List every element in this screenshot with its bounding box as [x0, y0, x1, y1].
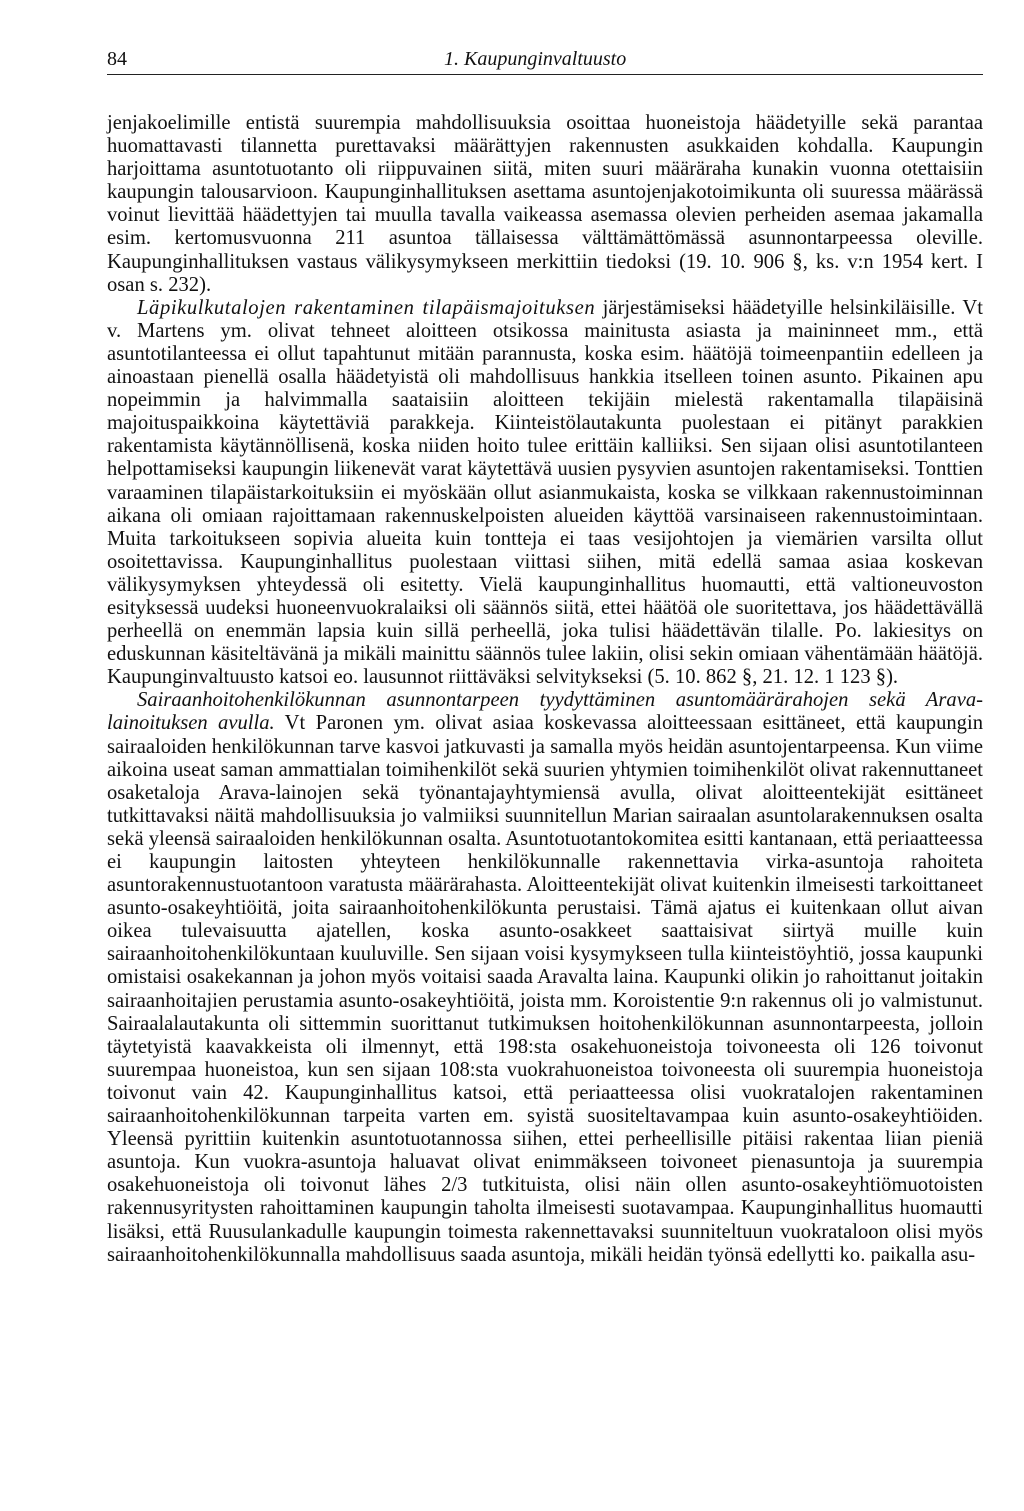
paragraph-1-text: jenjakoelimille entistä suurempia mahdollisuuksia osoittaa huoneistoja häädetyille sekä parantaa huomattavasti tilannetta purettavaksi määrättyjen rakennusten asukkaiden kohdalla. Kaupungin harjoittama asuntotuotanto oli riippuvainen siitä, miten suuri määräraha kunakin vuonna otettaisiin kaupungin talousarvioon. Kaupunginhallituksen asettama asuntojenjakotoimikunta oli suuressa määrässä voinut lievittää häädettyjen tai muulla tavalla vaikeassa asemassa olevien perheiden asemaa jakamalla esim. kertomusvuonna 211 asuntoa tällaisessa välttämättömässä asunnontarpeessa oleville. Kaupunginhallituksen vastaus välikysymykseen merkittiin tiedoksi (19. 10. 906 §, ks. v:n 1954 kert. I osan s. 232). [107, 112, 983, 296]
paragraph-3-text: Vt Paronen ym. olivat asiaa koskevassa aloitteessaan esittäneet, että kaupungin sairaaloiden henkilökunnan tarve kasvoi jatkuvasti ja samalla myös heidän asuntojentarpeensa. Kun viime aikoina useat saman ammattialan toimihenkilöt sekä suurien yhtymien toimihenkilöt olivat rakennuttaneet osaketaloja Arava-lainojen sekä työnantajayhtymiensä avulla, olivat aloitteentekijät esittäneet tutkittavaksi näitä mahdollisuuksia jo valmiiksi suunnitellun Marian sairaalan asuntolarakennuksen osalta sekä yleensä sairaaloiden henkilökunnan osalta. Asuntotuotantokomitea esitti kantanaan, että periaatteessa ei kaupungin laitosten yhteyteen henkilökunnalle rakennettavia virka-asuntoja rahoiteta asuntorakennustuotantoon varatusta määrärahasta. Aloitteentekijät olivat kuitenkin ilmeisesti tarkoittaneet asunto-osakeyhtiöitä, joita sairaanhoitohenkilökunta perustaisi. Tämä ajatus ei kuitenkaan ollut aivan oikea tulevaisuutta ajatellen, koska asunto-osakkeet saattaisivat siirtyä muille kuin sairaanhoitohenkilökuntaan kuuluville. Sen sijaan voisi kysymykseen tulla kiinteistöyhtiö, jossa kaupunki omistaisi osakekannan ja johon myös voitaisi saada Aravalta laina. Kaupunki olikin jo rahoittanut joitakin sairaanhoitajien perustamia asunto-osakeyhtiöitä, joista mm. Koroistentie 9:n rakennus oli jo valmistunut. Sairaalalautakunta oli sittemmin suorittanut tutkimuksen hoitohenkilökunnan asunnontarpeesta, jolloin täytetyistä kaavakkeista oli ilmennyt, että 198:sta osakehuoneistoja toivoneesta oli 126 toivonut suurempaa huoneistoa, kun sen sijaan 108:sta vuokrahuoneistoa toivoneesta oli suurempia huoneistoja toivonut vain 42. Kaupunginhallitus katsoi, että periaatteessa olisi vuokratalojen rakentaminen sairaanhoitohenkilökunnan tarpeita varten em. syistä suositeltavampaa kuin asunto-osakeyhtiöiden. Yleensä pyrittiin kuitenkin asuntotuotannossa siihen, ettei perheellisille pitäisi rakentaa liian pieniä asuntoja. Kun vuokra-asuntoja haluavat olivat enimmäkseen toivoneet pienasuntoja ja suurempia osakehuoneistoja oli toivonut lähes 2/3 tutkituista, olisi näin ollen asunto-osakeyhtiömuotoisten rakennusyritysten rahoittaminen kaupungin taholta ilmeisesti suotavampaa. Kaupunginhallitus huomautti lisäksi, että Ruusulankadulle kaupungin toimesta rakennettavaksi suunniteltuun vuokrataloon olisi myös sairaanhoitohenkilökunnalla mahdollisuus saada asuntoja, mikäli heidän työnsä edellytti ko. paikalla asu- [107, 712, 983, 1266]
running-head: 1. Kaupunginvaltuusto [444, 48, 627, 70]
paragraph-3 [107, 689, 983, 1266]
paragraph-1 [107, 112, 983, 297]
paragraph-2-text: järjestämiseksi häädetyille helsinkiläisille. Vt v. Martens ym. olivat tehneet aloitteen otsikossa mainitusta asiasta ja maininneet mm., että asuntotilanteessa ei ollut tapahtunut mitään parannusta, koska esim. häätöjä toimeenpantiin edelleen ja ainoastaan pienellä osalla häädetyistä oli mahdollisuus hankkia itselleen toinen asunto. Pikainen apu nopeimmin ja halvimmalla saataisiin aloitteen tekijäin mielestä rakentamalla tilapäisinä majoituspaikkoina käytettäviä parakkeja. Kiinteistölautakunta puolestaan ei pitänyt parakkien rakentamista käytännöllisenä, koska niiden hoito tulee erittäin kalliiksi. Sen sijaan olisi asuntotilanteen helpottamiseksi kaupungin liikenevät varat käytettävä uusien pysyvien asuntojen rakentamiseksi. Tonttien varaaminen tilapäistarkoituksiin ei myöskään ollut asianmukaista, koska se vilkkaan rakennustoiminnan aikana oli omiaan rajoittamaan rakennuskelpoisten alueiden käyttöä varsinaiseen rakennustoimintaan. Muita tarkoitukseen sopivia alueita kuin tontteja ei taas vesijohtojen ja viemärien varsilta ollut osoitettavissa. Kaupunginhallitus puolestaan viittasi siihen, mitä edellä samaa asiaa koskevan välikysymyksen yhteydessä oli esitetty. Vielä kaupunginhallitus huomautti, että valtioneuvoston esityksessä uudeksi huoneenvuokralaiksi oli säännös siitä, ettei häätöä ole suoritettava, jos häädettävällä perheellä on enemmän lapsia kuin sillä perheellä, joka tulisi häädettävän tilalle. Po. lakiesitys on eduskunnan käsiteltävänä ja mikäli mainittu säännös tulee lakiin, olisi sekin omiaan vähentämään häätöjä. Kaupunginvaltuusto katsoi eo. lausunnot riittäväksi selvitykseksi (5. 10. 862 §, 21. 12. 1 123 §). [107, 296, 983, 689]
paragraph-3-title: Sairaanhoitohenkilökunnan asunnontarpeen tyydyttäminen asuntomäärärahojen sekä Arava-lainoituksen avulla. [107, 689, 983, 735]
body-text [107, 112, 983, 1267]
paragraph-2 [107, 297, 983, 690]
document-page [107, 42, 983, 1267]
page-number: 84 [107, 48, 127, 70]
paragraph-2-title: Läpikulkutalojen rakentaminen tilapäismajoituksen [137, 296, 596, 319]
page-header [107, 42, 983, 75]
